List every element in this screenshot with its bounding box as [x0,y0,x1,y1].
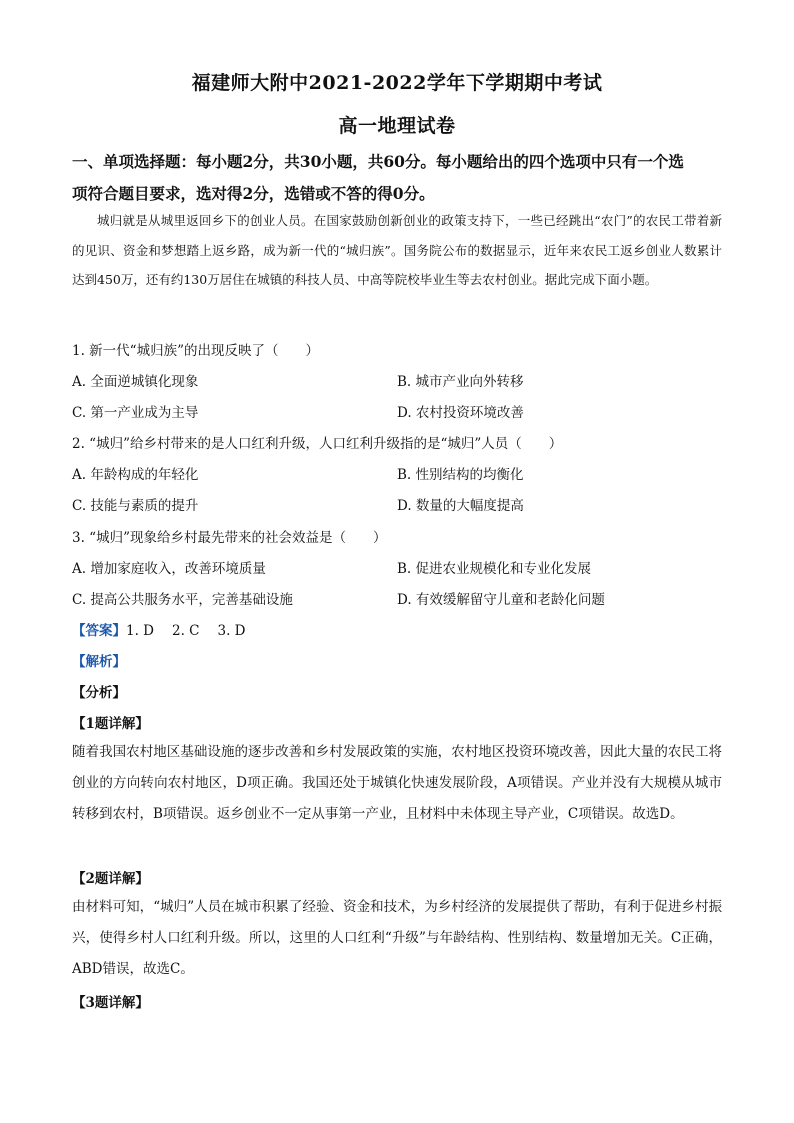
reading-passage: 城归就是从城里返回乡下的创业人员。在国家鼓励创新创业的政策支持下，一些已经跳出“农门”的农民工带着新的见识、资金和梦想踏上返乡路，成为新一代的“城归族”。国务院公布的数据显示，近年来农民工返乡创业人数累计达到450万，还有约130万居住在城镇的科技人员、中高等院校毕业生等去农村创业。据此完成下面小题。 [72,213,722,287]
question-1-stem: 1. 新一代“城归族”的出现反映了（ ） [72,343,319,359]
fenxi-label: 【分析】 [72,685,126,701]
exam-subtitle: 高一地理试卷 [338,115,456,137]
section-heading [72,146,722,210]
question-3-option-a: A. 增加家庭收入，改善环境质量 [72,561,266,577]
question-2-option-b: B. 性别结构的均衡化 [397,467,524,483]
exam-title: 福建师大附中2021-2022学年下学期期中考试 [191,72,603,94]
question-2-stem: 2. “城归”给乡村带来的是人口红利升级，人口红利升级指的是“城归”人员（ ） [72,436,563,452]
question-1-option-a: A. 全面逆城镇化现象 [72,374,199,390]
answer-2: 2. C [172,623,200,639]
detail-1-text: 随着我国农村地区基础设施的逐步改善和乡村发展政策的实施，农村地区投资环境改善，因此大量的农民工将创业的方向转向农村地区，D项正确。我国还处于城镇化快速发展阶段，A项错误。产业并没有大规模从城市转移到农村，B项错误。返乡创业不一定从事第一产业，且材料中未体现主导产业，C项错误。故选D。 [72,744,722,822]
detail-3-label: 【3题详解】 [72,995,149,1011]
answer-1: 1. D [126,623,154,639]
question-2-option-c: C. 技能与素质的提升 [72,498,199,514]
section-heading-line2: 项符合题目要求，选对得2分，选错或不答的得0分。 [72,184,435,203]
detail-2-label: 【2题详解】 [72,871,149,887]
answer-line [72,619,246,639]
question-1-option-b: B. 城市产业向外转移 [397,374,524,390]
question-2-option-a: A. 年龄构成的年轻化 [72,467,199,483]
answer-3: 3. D [217,623,246,639]
question-3-stem: 3. “城归”现象给乡村最先带来的社会效益是（ ） [72,530,387,546]
answer-label: 【答案】 [72,623,126,639]
question-1-option-c: C. 第一产业成为主导 [72,405,199,421]
question-1-option-d: D. 农村投资环境改善 [397,405,524,421]
question-3-option-b: B. 促进农业规模化和专业化发展 [397,561,592,577]
question-2-option-d: D. 数量的大幅度提高 [397,498,524,514]
detail-2-text: 由材料可知，“城归”人员在城市积累了经验、资金和技术，为乡村经济的发展提供了帮助，有利于促进乡村振兴，使得乡村人口红利升级。所以，这里的人口红利“升级”与年龄结构、性别结构、数量增加无关。C正确，ABD错误，故选C。 [72,899,722,977]
question-3-option-d: D. 有效缓解留守儿童和老龄化问题 [397,592,605,608]
question-3-option-c: C. 提高公共服务水平，完善基础设施 [72,592,293,608]
analysis-label: 【解析】 [72,654,126,670]
detail-1-label: 【1题详解】 [72,716,149,732]
section-heading-line1: 一、单项选择题：每小题2分，共30小题，共60分。每小题给出的四个选项中只有一个选 [72,152,684,171]
